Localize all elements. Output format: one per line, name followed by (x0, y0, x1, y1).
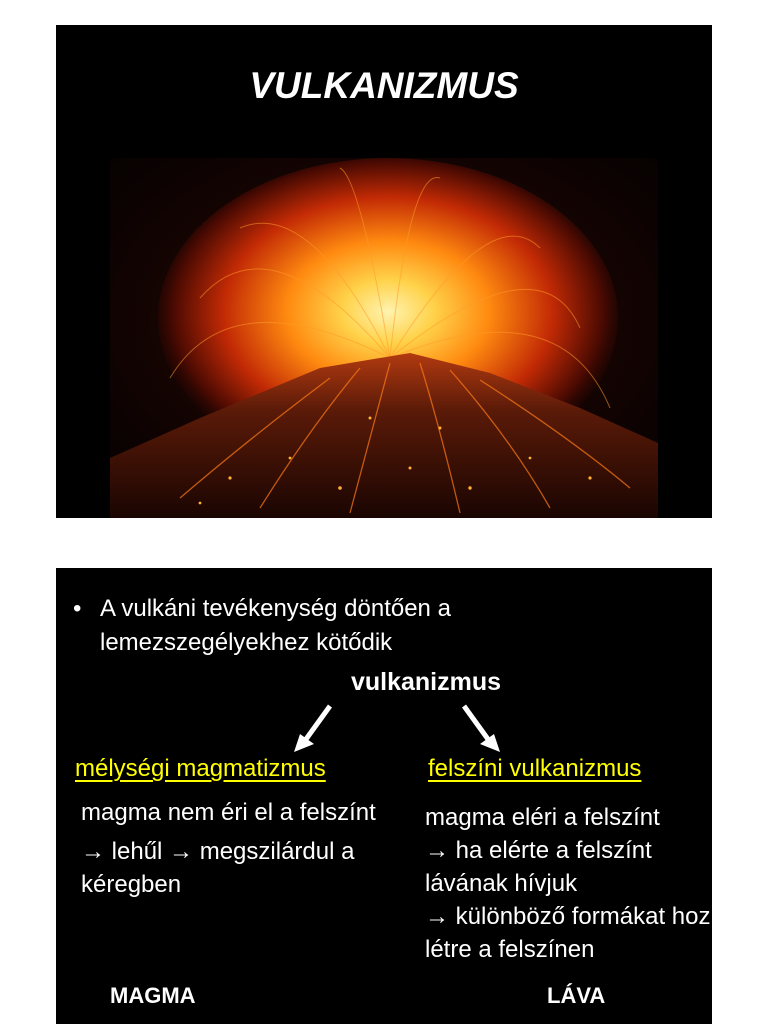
right-column (425, 801, 715, 966)
arrow-down-right-icon (454, 702, 502, 754)
label-lava: LÁVA (547, 983, 606, 1008)
right-line: magma eléri a felszínt (425, 804, 660, 831)
bullet-point (73, 592, 633, 660)
label-magma: MAGMA (110, 983, 196, 1008)
right-line: → ha elérte a felszínt lávának hívjuk (425, 837, 652, 897)
left-line: → lehűl → megszilárdul a kéregben (81, 838, 355, 898)
left-column (81, 796, 381, 907)
right-line: → különböző formákat hoz létre a felszínen (425, 903, 711, 963)
bullet-dot: • (73, 595, 82, 622)
slide-title: VULKANIZMUS (249, 65, 519, 106)
bullet-text: A vulkáni tevékenység döntően a lemezszegélyekhez kötődik (100, 595, 451, 656)
center-term: vulkanizmus (350, 668, 502, 696)
slide-1 (56, 25, 712, 518)
volcano-image (110, 158, 658, 518)
heading-deep-magmatism: mélységi magmatizmus (75, 755, 326, 782)
arrow-down-left-icon (292, 702, 340, 754)
slide-2 (56, 568, 712, 1024)
left-line: magma nem éri el a felszínt (81, 799, 376, 826)
heading-surface-volcanism: felszíni vulkanizmus (428, 755, 642, 782)
